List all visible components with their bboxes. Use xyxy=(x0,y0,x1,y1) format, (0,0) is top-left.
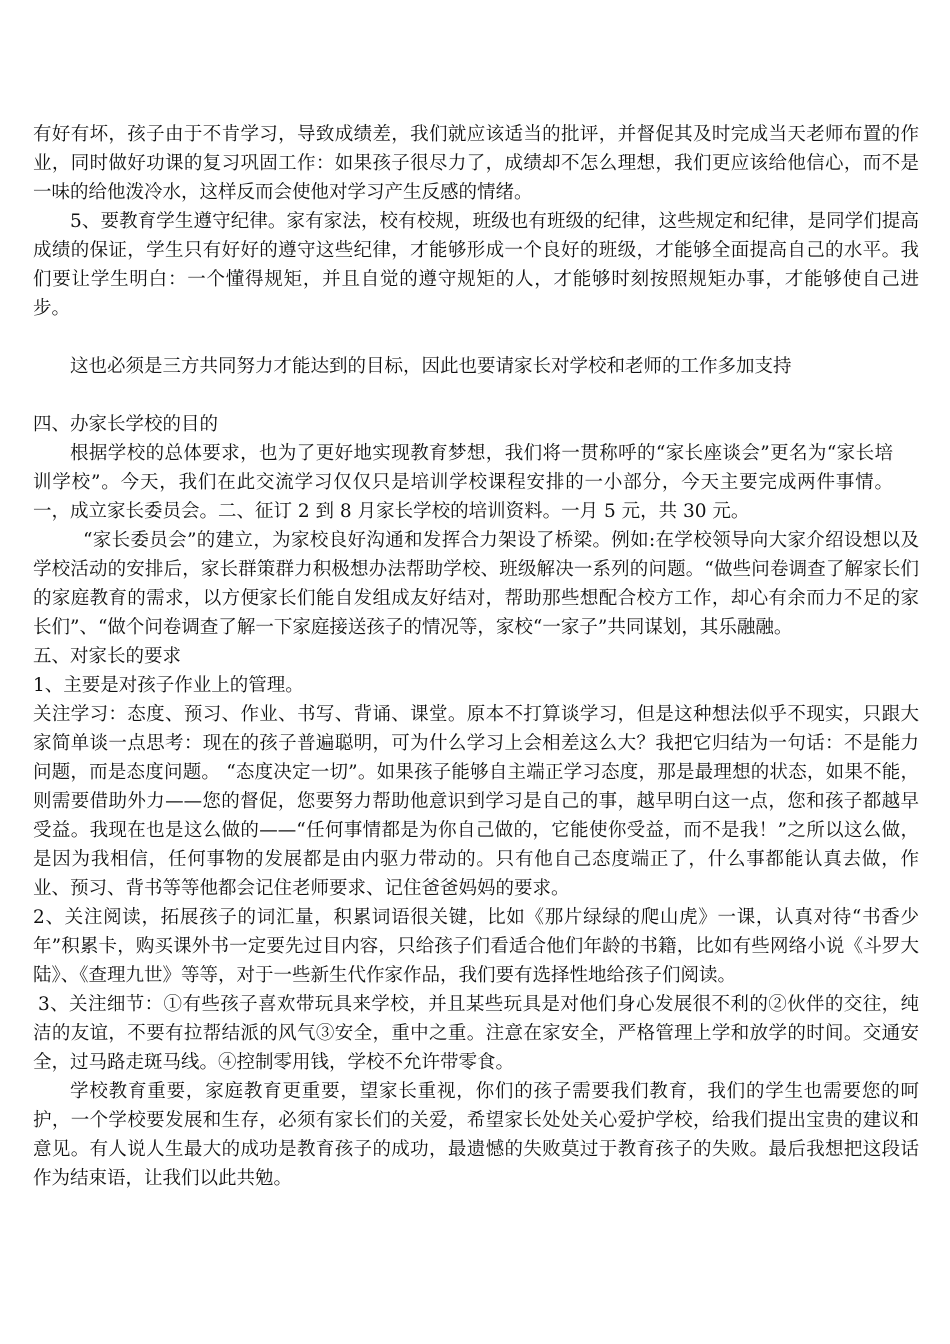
paragraph-focus-details: 3、关注细节：①有些孩子喜欢带玩具来学校，并且某些玩具是对他们身心发展很不利的②伙伴的交往，纯洁的友谊，不要有拉帮结派的风气③安全，重中之重。注意在家安全，严格管理上学和放学的时间。交通安全，过马路走斑马线。④控制零用钱，学校不允许带零食。 xyxy=(33,994,919,1073)
heading-section-5: 五、对家长的要求 xyxy=(33,646,182,667)
paragraph-parent-committee: “家长委员会”的建立，为家校良好沟通和发挥合力架设了桥梁。例如:在学校领导向大家介绍设想以及学校活动的安排后，家长群策群力积极想办法帮助学校、班级解决一系列的问题。“做些问卷调查了解家长们的家庭教育的需求，以方便家长们能自发组成友好结对，帮助那些想配合校方工作，却心有余而力不足的家长们”、“做个问卷调查了解一下家庭接送孩子的情况等，家校“一家子”共同谋划，其乐融融。 xyxy=(33,530,919,638)
document-page xyxy=(33,120,919,1193)
paragraph-focus-reading: 2、关注阅读，拓展孩子的词汇量，积累词语很关键，比如《那片绿绿的爬山虎》一课，认真对待“书香少年”积累卡，购买课外书一定要先过目内容，只给孩子们看适合他们年龄的书籍，比如有些网络小说《斗罗大陆》、《查理九世》等等，对于一些新生代作家作品，我们要有选择性地给孩子们阅读。 xyxy=(33,907,919,986)
blank-line xyxy=(33,381,919,410)
paragraph-intro: 有好有坏，孩子由于不肯学习，导致成绩差，我们就应该适当的批评，并督促其及时完成当天老师布置的作业，同时做好功课的复习巩固工作：如果孩子很尽力了，成绩却不怎么理想，我们更应该给他信心，而不是一味的给他泼冷水，这样反而会使他对学习产生反感的情绪。 xyxy=(33,124,919,203)
paragraph-item-5: 5、要教育学生遵守纪律。家有家法，校有校规，班级也有班级的纪律，这些规定和纪律，是同学们提高成绩的保证，学生只有好好的遵守这些纪律，才能够形成一个良好的班级，才能够全面提高自己的水平。我们要让学生明白：一个懂得规矩，并且自觉的遵守规矩的人，才能够时刻按照规矩办事，才能够使自己进步。 xyxy=(33,211,919,319)
paragraph-three-parties: 这也必须是三方共同努力才能达到的目标，因此也要请家长对学校和老师的工作多加支持 xyxy=(70,356,792,377)
heading-section-4: 四、办家长学校的目的 xyxy=(33,414,219,435)
paragraph-requirement-1: 1、主要是对孩子作业上的管理。 xyxy=(33,675,304,696)
blank-line xyxy=(33,323,919,352)
paragraph-conclusion: 学校教育重要，家庭教育更重要，望家长重视，你们的孩子需要我们教育，我们的学生也需要您的呵护，一个学校要发展和生存，必须有家长们的关爱，希望家长处处关心爱护学校，给我们提出宝贵的建议和意见。有人说人生最大的成功是教育孩子的成功，最遗憾的失败莫过于教育孩子的失败。最后我想把这段话作为结束语，让我们以此共勉。 xyxy=(33,1081,919,1189)
paragraph-focus-study: 关注学习：态度、预习、作业、书写、背诵、课堂。原本不打算谈学习，但是这种想法似乎不现实，只跟大家简单谈一点思考：现在的孩子普遍聪明，可为什么学习上会相差这么大？我把它归结为一句话：不是能力问题，而是态度问题。 “态度决定一切”。如果孩子能够自主端正学习态度，那是最理想的状态，如果不能，则需要借助外力——您的督促，您要努力帮助他意识到学习是自己的事，越早明白这一点，您和孩子都越早受益。我现在也是这么做的——“任何事情都是为你自己做的，它能使你受益，而不是我！”之所以这么做，是因为我相信，任何事物的发展都是由内驱力带动的。只有他自己态度端正了，什么事都能认真去做，作业、预习、背书等等他都会记住老师要求、记住爸爸妈妈的要求。 xyxy=(33,704,919,899)
paragraph-school-purpose: 根据学校的总体要求，也为了更好地实现教育梦想，我们将一贯称呼的“家长座谈会”更名为“家长培训学校”。今天，我们在此交流学习仅仅只是培训学校课程安排的一小部分，今天主要完成两件事情。一，成立家长委员会。二、征订 2 到 8 月家长学校的培训资料。一月 5 元，共 30 元。 xyxy=(33,443,893,522)
